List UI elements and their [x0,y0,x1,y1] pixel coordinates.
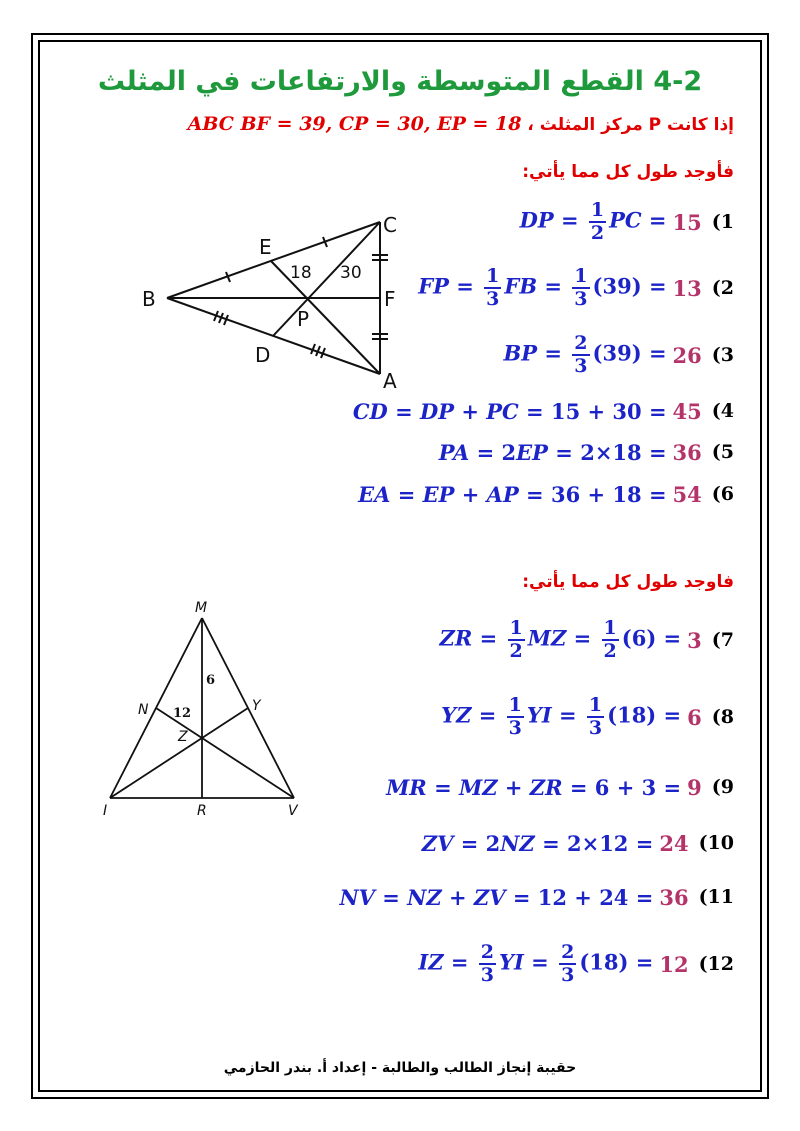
prompt-heading-2: فاوجد طول كل مما يأتي: [522,572,734,592]
problem-2: FP = $\frac{1}{3}$ FB = $\frac{1}{3}$ (39) = 13 (2 [418,265,734,310]
problem-number-3: (3 [711,344,734,366]
point-p-label: P [297,307,310,331]
vertex-c-label: C [383,213,397,237]
problem-4: CD = DP + PC = 15 + 30 = 45 (4 [352,398,734,424]
problem-3: BP = $\frac{2}{3}$ (39) = 26 (3 [503,332,734,377]
vertex-i-label: I [103,803,108,819]
point-d-label: D [255,343,271,367]
prompt-heading-1: فأوجد طول كل مما يأتي: [522,162,734,182]
problem-number-12: (12 [698,953,734,975]
problem-number-1: (1 [711,211,734,233]
problem-number-9: (9 [711,776,734,798]
point-f-label: F [384,287,396,311]
page-border-inner [38,40,762,1092]
page-title: 4-2 القطع المتوسطة والارتفاعات في المثلث [97,66,703,97]
problem-number-6: (6 [711,483,734,505]
answer-10: 24 [659,830,689,856]
problem-6: EA = EP + AP = 36 + 18 = 54 (6 [358,481,734,507]
given-statement [188,113,734,135]
answer-4: 45 [672,398,702,424]
answer-5: 36 [672,439,702,465]
problem-number-4: (4 [711,400,734,422]
problem-10: ZV = 2NZ = 2×12 = 24 (10 [421,830,734,856]
vertex-a-label: A [383,369,397,390]
problem-8: YZ = $\frac{1}{3}$ YI = $\frac{1}{3}$ (18) = 6 (8 [441,694,734,739]
answer-3: 26 [672,342,702,368]
point-z-label: Z [178,729,188,745]
point-r-label: R [197,803,207,819]
segment-ep-label: 18 [290,263,312,283]
point-e-label: E [259,235,272,259]
problem-7: ZR = $\frac{1}{2}$ MZ = $\frac{1}{2}$ (6) = 3 (7 [439,617,734,662]
problem-1: DP = $\frac{1}{2}$ PC = 15 (1 [519,199,734,244]
answer-2: 13 [672,275,702,301]
given-text: إذا كانت P مركز المثلث ، [527,115,734,135]
answer-11: 36 [659,884,689,910]
segment-mz-label: 6 [206,673,216,688]
page-footer: حقيبة إنجاز الطالب والطالبة - إعداد أ. بندر الحازمي [223,1060,577,1076]
answer-6: 54 [672,481,702,507]
answer-12: 12 [659,951,689,977]
problem-12: IZ = $\frac{2}{3}$ YI = $\frac{2}{3}$ (18) = 12 (12 [418,941,734,986]
answer-7: 3 [687,627,702,653]
problem-5: PA = 2EP = 2×18 = 36 (5 [438,439,734,465]
problem-number-10: (10 [698,832,734,854]
triangle-figure-1 [140,210,400,390]
problem-number-5: (5 [711,441,734,463]
vertex-v-label: V [288,803,298,819]
vertex-b-label: B [142,287,156,311]
point-n-label: N [138,702,149,718]
problem-11: NV = NZ + ZV = 12 + 24 = 36 (11 [339,884,734,910]
problem-number-8: (8 [711,706,734,728]
answer-9: 9 [687,774,702,800]
answer-8: 6 [687,704,702,730]
problem-number-2: (2 [711,277,734,299]
segment-nz-label: 12 [173,706,192,721]
triangle-figure-2 [95,598,315,828]
segment-cp-label: 30 [340,263,362,283]
point-y-label: Y [252,698,261,714]
problem-number-11: (11 [698,886,734,908]
vertex-m-label: M [195,600,208,616]
given-math: ABC BF = 39, CP = 30, EP = 18 [187,113,522,135]
problem-number-7: (7 [711,629,734,651]
problem-9: MR = MZ + ZR = 6 + 3 = 9 (9 [386,774,734,800]
answer-1: 15 [672,209,702,235]
